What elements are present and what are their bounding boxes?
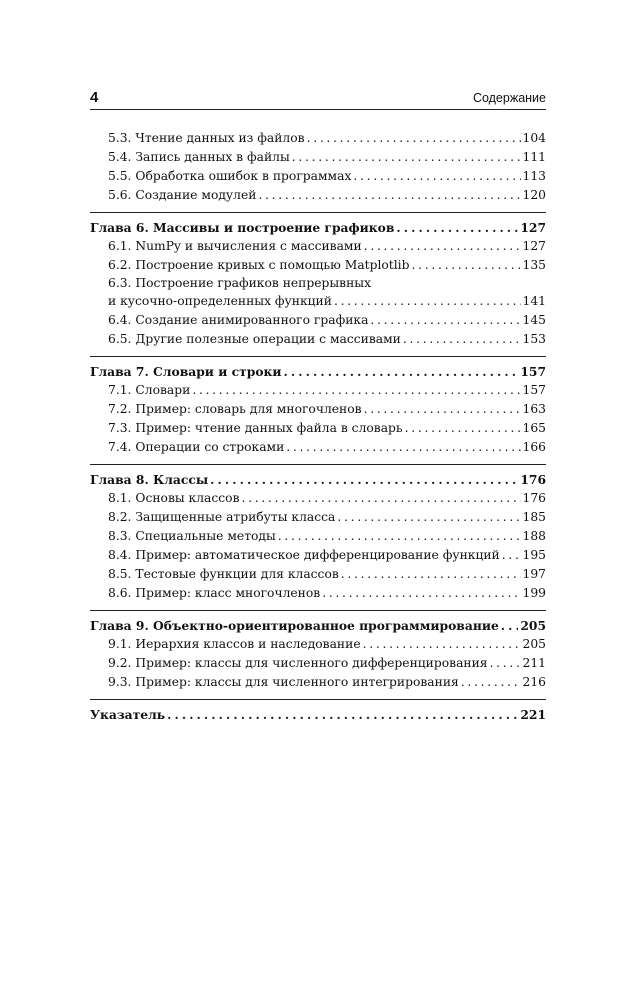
- toc-chapter-title: Глава 9. Объектно-ориентированное программирование: [90, 618, 499, 633]
- toc-entry-page: 163: [522, 402, 546, 416]
- toc-chapter[interactable]: [90, 470, 546, 489]
- toc-entry-page: 188: [522, 529, 546, 543]
- toc-entry[interactable]: [90, 381, 546, 400]
- dot-leader: [501, 616, 519, 635]
- toc-chapter-title: Глава 6. Массивы и построение графиков: [90, 220, 395, 235]
- toc-entry-page: 153: [522, 332, 546, 346]
- divider: [90, 610, 546, 611]
- toc-entry-title: 5.6. Создание модулей: [108, 188, 257, 202]
- toc-entry-title: 7.1. Словари: [108, 383, 191, 397]
- dot-leader: [364, 237, 521, 256]
- toc-entry-title: 5.3. Чтение данных из файлов: [108, 131, 305, 145]
- toc-entry-title: 8.6. Пример: класс многочленов: [108, 586, 321, 600]
- toc-entry-page: 195: [522, 548, 546, 562]
- divider: [90, 699, 546, 700]
- toc-entry-title: 6.1. NumPy и вычисления с массивами: [108, 239, 362, 253]
- toc-entry-title: 9.2. Пример: классы для численного дифференцирования: [108, 656, 488, 670]
- toc-chapter-page: 176: [520, 472, 546, 487]
- dot-leader: [258, 186, 520, 205]
- toc-chapter[interactable]: [90, 218, 546, 237]
- divider: [90, 356, 546, 357]
- dot-leader: [370, 311, 520, 330]
- toc-chapter[interactable]: [90, 362, 546, 381]
- toc-chapter[interactable]: [90, 616, 546, 635]
- toc-chapter-title: Глава 7. Словари и строки: [90, 364, 282, 379]
- toc-entry[interactable]: [90, 311, 546, 330]
- toc-entry-page: 205: [522, 637, 546, 651]
- page-number: 4: [90, 89, 99, 106]
- toc-entry-page: 216: [522, 675, 546, 689]
- toc-index[interactable]: [90, 705, 546, 724]
- toc-entry[interactable]: [90, 527, 546, 546]
- toc-entry[interactable]: [90, 400, 546, 419]
- dot-leader: [363, 635, 521, 654]
- dot-leader: [210, 470, 518, 489]
- toc-entry-page: 185: [522, 510, 546, 524]
- toc-entry-page: 141: [522, 294, 546, 308]
- dot-leader: [353, 167, 520, 186]
- toc-entry-page: 104: [522, 131, 546, 145]
- table-of-contents: [90, 129, 546, 724]
- toc-entry-page: 135: [522, 258, 546, 272]
- toc-entry-title: 8.5. Тестовые функции для классов: [108, 567, 339, 581]
- toc-entry: [90, 292, 546, 311]
- toc-entry[interactable]: [90, 508, 546, 527]
- toc-entry[interactable]: [90, 438, 546, 457]
- dot-leader: [284, 362, 519, 381]
- toc-entry-page: 111: [522, 150, 546, 164]
- toc-entry[interactable]: [90, 129, 546, 148]
- toc-entry-title: 8.3. Специальные методы: [108, 529, 276, 543]
- toc-entry-title: 7.4. Операции со строками: [108, 440, 285, 454]
- toc-entry[interactable]: [90, 237, 546, 256]
- toc-entry-title: 8.1. Основы классов: [108, 491, 240, 505]
- toc-entry[interactable]: [90, 654, 546, 673]
- toc-entry-page: 127: [522, 239, 546, 253]
- page-header: [90, 89, 546, 110]
- toc-entry-page: 113: [522, 169, 546, 183]
- toc-entry-page: 211: [522, 656, 546, 670]
- toc-entry[interactable]: [90, 546, 546, 565]
- toc-entry-title: 7.3. Пример: чтение данных файла в словарь: [108, 421, 403, 435]
- toc-entry[interactable]: [90, 419, 546, 438]
- toc-entry[interactable]: [90, 167, 546, 186]
- divider: [90, 212, 546, 213]
- dot-leader: [502, 546, 521, 565]
- toc-entry[interactable]: [90, 565, 546, 584]
- divider: [90, 464, 546, 465]
- dot-leader: [167, 705, 518, 724]
- toc-entry-page: 145: [522, 313, 546, 327]
- toc-entry-title: 6.2. Построение кривых с помощью Matplotlib: [108, 258, 410, 272]
- toc-entry[interactable]: [90, 489, 546, 508]
- toc-entry-title: 8.2. Защищенные атрибуты класса: [108, 510, 336, 524]
- dot-leader: [396, 218, 518, 237]
- running-title: Содержание: [472, 91, 546, 105]
- toc-entry-title: 5.5. Обработка ошибок в программах: [108, 169, 352, 183]
- toc-entry[interactable]: [90, 186, 546, 205]
- toc-entry-page: 166: [522, 440, 546, 454]
- dot-leader: [364, 400, 521, 419]
- dot-leader: [278, 527, 521, 546]
- dot-leader: [292, 148, 521, 167]
- toc-entry-title: 5.4. Запись данных в файлы: [108, 150, 290, 164]
- toc-entry[interactable]: [90, 148, 546, 167]
- toc-entry-title-line1: 6.3. Построение графиков непрерывных: [108, 276, 372, 290]
- toc-chapter-page: 157: [520, 364, 546, 379]
- dot-leader: [334, 292, 521, 311]
- dot-leader: [192, 381, 520, 400]
- toc-entry-title: 9.1. Иерархия классов и наследование: [108, 637, 361, 651]
- toc-entry-page: 176: [522, 491, 546, 505]
- toc-entry-title: 8.4. Пример: автоматическое дифференцирование функций: [108, 548, 500, 562]
- toc-entry-page: 199: [522, 586, 546, 600]
- toc-entry[interactable]: [90, 635, 546, 654]
- dot-leader: [403, 330, 521, 349]
- dot-leader: [405, 419, 521, 438]
- toc-entry-page: 197: [522, 567, 546, 581]
- dot-leader: [286, 438, 520, 457]
- toc-entry-title: 6.5. Другие полезные операции с массивами: [108, 332, 401, 346]
- toc-entry[interactable]: [90, 256, 546, 275]
- dot-leader: [341, 565, 521, 584]
- dot-leader: [337, 508, 520, 527]
- dot-leader: [322, 584, 520, 603]
- toc-entry-title: и кусочно-определенных функций: [108, 294, 332, 308]
- dot-leader: [242, 489, 521, 508]
- toc-entry-title: 7.2. Пример: словарь для многочленов: [108, 402, 362, 416]
- toc-entry-page: 165: [522, 421, 546, 435]
- dot-leader: [490, 654, 521, 673]
- toc-index-title: Указатель: [90, 707, 166, 722]
- dot-leader: [411, 256, 520, 275]
- toc-entry-page: 120: [522, 188, 546, 202]
- toc-entry-page: 157: [522, 383, 546, 397]
- toc-index-page: 221: [520, 707, 546, 722]
- toc-chapter-title: Глава 8. Классы: [90, 472, 209, 487]
- toc-entry-title: 9.3. Пример: классы для численного интегрирования: [108, 675, 459, 689]
- toc-entry[interactable]: [90, 673, 546, 692]
- toc-entry-multiline[interactable]: [90, 275, 546, 311]
- toc-entry-title: 6.4. Создание анимированного графика: [108, 313, 369, 327]
- dot-leader: [307, 129, 521, 148]
- dot-leader: [461, 673, 521, 692]
- toc-chapter-page: 205: [520, 618, 546, 633]
- toc-entry[interactable]: [90, 584, 546, 603]
- toc-chapter-page: 127: [520, 220, 546, 235]
- toc-entry[interactable]: [90, 330, 546, 349]
